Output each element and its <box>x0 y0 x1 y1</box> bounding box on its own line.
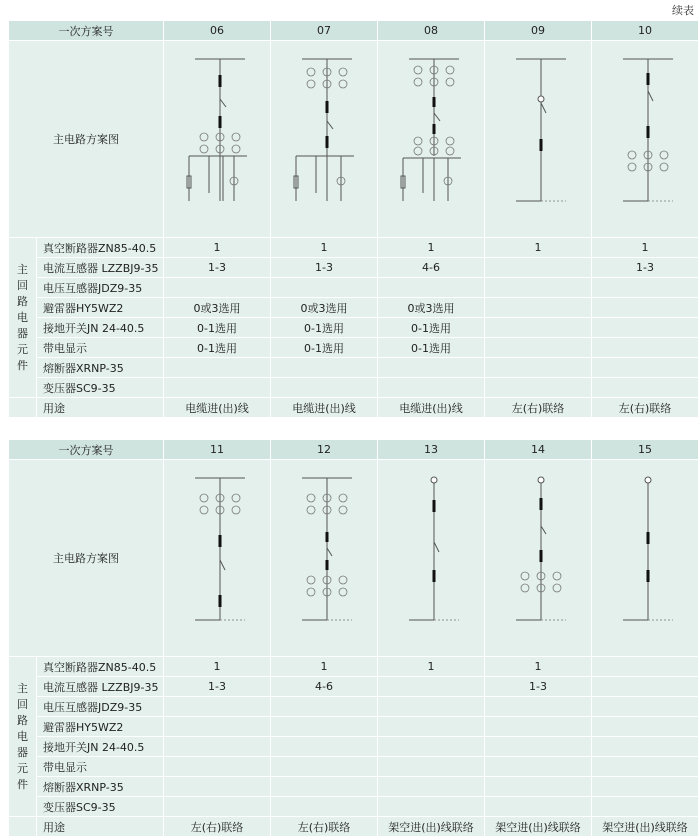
cell: 0-1选用 <box>164 338 271 358</box>
cell <box>164 358 271 378</box>
scheme-number: 14 <box>485 440 592 460</box>
group-char: 回 <box>17 278 28 292</box>
cell <box>592 737 699 757</box>
cell: 1 <box>271 238 378 258</box>
use-cell: 架空进(出)线联络 <box>592 817 699 837</box>
cell: 0-1选用 <box>271 338 378 358</box>
cell: 4-6 <box>378 258 485 278</box>
cell: 1-3 <box>164 258 271 278</box>
group-char: 路 <box>17 294 28 308</box>
cell: 0-1选用 <box>378 338 485 358</box>
tie-circuit-diagram <box>164 460 271 657</box>
cell <box>271 737 378 757</box>
row-label: 变压器SC9-35 <box>37 797 164 817</box>
diagram-row-label: 主电路方案图 <box>9 460 164 657</box>
cell: 0或3选用 <box>271 298 378 318</box>
cell <box>378 358 485 378</box>
row-label: 电流互感器 LZZBJ9-35 <box>37 258 164 278</box>
row-label: 接地开关JN 24-40.5 <box>37 318 164 338</box>
row-label: 变压器SC9-35 <box>37 378 164 398</box>
cell: 0或3选用 <box>164 298 271 318</box>
cell: 1-3 <box>485 677 592 697</box>
cell: 1 <box>485 238 592 258</box>
scheme-number: 07 <box>271 21 378 41</box>
diagram-row <box>9 460 699 657</box>
cell: 0-1选用 <box>378 318 485 338</box>
use-cell: 电缆进(出)线 <box>271 398 378 418</box>
scheme-number-row <box>9 440 699 460</box>
cell <box>271 697 378 717</box>
row-label: 真空断路器ZN85-40.5 <box>37 657 164 677</box>
overhead-line-diagram <box>485 460 592 657</box>
continued-table-note: 续表 <box>672 4 694 17</box>
feeder-cable-circuit-diagram <box>378 41 485 238</box>
use-cell: 左(右)联络 <box>485 398 592 418</box>
cell <box>378 697 485 717</box>
cell: 1-3 <box>271 258 378 278</box>
cell: 1 <box>164 238 271 258</box>
scheme-table-1 <box>8 20 699 418</box>
cell <box>378 797 485 817</box>
cell: 1 <box>164 657 271 677</box>
cell <box>485 278 592 298</box>
use-cell: 电缆进(出)线 <box>164 398 271 418</box>
cell <box>271 358 378 378</box>
cell <box>378 378 485 398</box>
component-row <box>9 238 699 258</box>
cell <box>271 378 378 398</box>
cell <box>164 797 271 817</box>
row-label: 熔断器XRNP-35 <box>37 358 164 378</box>
group-char: 电 <box>17 310 28 324</box>
group-char: 元 <box>17 761 28 775</box>
scheme-number: 09 <box>485 21 592 41</box>
group-char: 电 <box>17 729 28 743</box>
feeder-cable-circuit-diagram <box>164 41 271 238</box>
use-cell: 架空进(出)线联络 <box>485 817 592 837</box>
row-label: 接地开关JN 24-40.5 <box>37 737 164 757</box>
use-cell: 架空进(出)线联络 <box>378 817 485 837</box>
row-label: 熔断器XRNP-35 <box>37 777 164 797</box>
cell: 1 <box>378 238 485 258</box>
cell <box>485 737 592 757</box>
component-row <box>9 777 699 797</box>
cell <box>485 717 592 737</box>
cell <box>164 777 271 797</box>
row-label: 电流互感器 LZZBJ9-35 <box>37 677 164 697</box>
scheme-number-header: 一次方案号 <box>9 21 164 41</box>
cell <box>271 777 378 797</box>
component-row <box>9 677 699 697</box>
cell: 0-1选用 <box>164 318 271 338</box>
scheme-number: 15 <box>592 440 699 460</box>
tie-circuit-diagram <box>592 41 699 238</box>
cell: 4-6 <box>271 677 378 697</box>
group-label-main-circuit-components <box>9 657 37 817</box>
group-char: 元 <box>17 342 28 356</box>
cell: 0或3选用 <box>378 298 485 318</box>
component-row <box>9 797 699 817</box>
row-label: 真空断路器ZN85-40.5 <box>37 238 164 258</box>
cell <box>592 757 699 777</box>
cell <box>485 338 592 358</box>
component-row <box>9 258 699 278</box>
use-label: 用途 <box>37 817 164 837</box>
use-cell: 左(右)联络 <box>592 398 699 418</box>
cell <box>592 338 699 358</box>
cell <box>592 797 699 817</box>
use-cell: 电缆进(出)线 <box>378 398 485 418</box>
cell <box>164 378 271 398</box>
row-label: 避雷器HY5WZ2 <box>37 298 164 318</box>
cell: 1-3 <box>592 258 699 278</box>
row-label: 带电显示 <box>37 757 164 777</box>
scheme-number: 06 <box>164 21 271 41</box>
group-char: 器 <box>17 326 28 340</box>
scheme-number: 12 <box>271 440 378 460</box>
group-char: 件 <box>17 358 28 372</box>
component-row <box>9 298 699 318</box>
row-label: 带电显示 <box>37 338 164 358</box>
group-char: 主 <box>17 681 28 695</box>
cell <box>164 717 271 737</box>
group-label-main-circuit-components <box>9 238 37 398</box>
cell <box>271 278 378 298</box>
scheme-number: 10 <box>592 21 699 41</box>
cell <box>164 757 271 777</box>
cell <box>378 677 485 697</box>
cell <box>485 697 592 717</box>
group-char: 主 <box>17 262 28 276</box>
scheme-number: 13 <box>378 440 485 460</box>
cell <box>485 298 592 318</box>
use-row <box>9 817 699 837</box>
diagram-row <box>9 41 699 238</box>
overhead-line-diagram <box>592 460 699 657</box>
group-char: 回 <box>17 697 28 711</box>
component-row <box>9 358 699 378</box>
row-label: 电压互感器JDZ9-35 <box>37 697 164 717</box>
row-label: 电压互感器JDZ9-35 <box>37 278 164 298</box>
scheme-number: 08 <box>378 21 485 41</box>
cell <box>378 717 485 737</box>
scheme-table-2 <box>8 439 699 837</box>
cell <box>592 358 699 378</box>
component-row <box>9 757 699 777</box>
use-cell: 左(右)联络 <box>164 817 271 837</box>
cell <box>592 657 699 677</box>
cell <box>164 737 271 757</box>
component-row <box>9 278 699 298</box>
cell <box>485 757 592 777</box>
component-row <box>9 318 699 338</box>
use-cell: 左(右)联络 <box>271 817 378 837</box>
group-char: 路 <box>17 713 28 727</box>
cell <box>378 757 485 777</box>
overhead-line-diagram <box>378 460 485 657</box>
cell <box>485 797 592 817</box>
cell <box>592 717 699 737</box>
cell <box>271 717 378 737</box>
scheme-number-row <box>9 21 699 41</box>
tie-circuit-diagram <box>271 460 378 657</box>
cell <box>378 777 485 797</box>
cell <box>271 797 378 817</box>
tie-circuit-diagram <box>485 41 592 238</box>
cell <box>592 298 699 318</box>
cell: 1 <box>485 657 592 677</box>
scheme-number: 11 <box>164 440 271 460</box>
use-row <box>9 398 699 418</box>
cell: 1-3 <box>164 677 271 697</box>
cell <box>485 258 592 278</box>
cell: 1 <box>592 238 699 258</box>
group-char: 件 <box>17 777 28 791</box>
cell <box>592 777 699 797</box>
cell: 1 <box>271 657 378 677</box>
cell <box>592 278 699 298</box>
cell <box>164 697 271 717</box>
cell <box>378 278 485 298</box>
component-row <box>9 378 699 398</box>
cell: 0-1选用 <box>271 318 378 338</box>
cell <box>271 757 378 777</box>
cell: 1 <box>378 657 485 677</box>
cell <box>485 378 592 398</box>
cell <box>592 318 699 338</box>
component-row <box>9 717 699 737</box>
component-row <box>9 697 699 717</box>
cell <box>378 737 485 757</box>
cell <box>485 358 592 378</box>
cell <box>592 378 699 398</box>
scheme-number-header: 一次方案号 <box>9 440 164 460</box>
component-row <box>9 338 699 358</box>
group-char: 器 <box>17 745 28 759</box>
cell <box>592 697 699 717</box>
diagram-row-label: 主电路方案图 <box>9 41 164 238</box>
feeder-cable-circuit-diagram <box>271 41 378 238</box>
component-row <box>9 737 699 757</box>
cell <box>485 318 592 338</box>
cell <box>592 677 699 697</box>
cell <box>485 777 592 797</box>
use-label: 用途 <box>37 398 164 418</box>
cell <box>164 278 271 298</box>
component-row <box>9 657 699 677</box>
row-label: 避雷器HY5WZ2 <box>37 717 164 737</box>
